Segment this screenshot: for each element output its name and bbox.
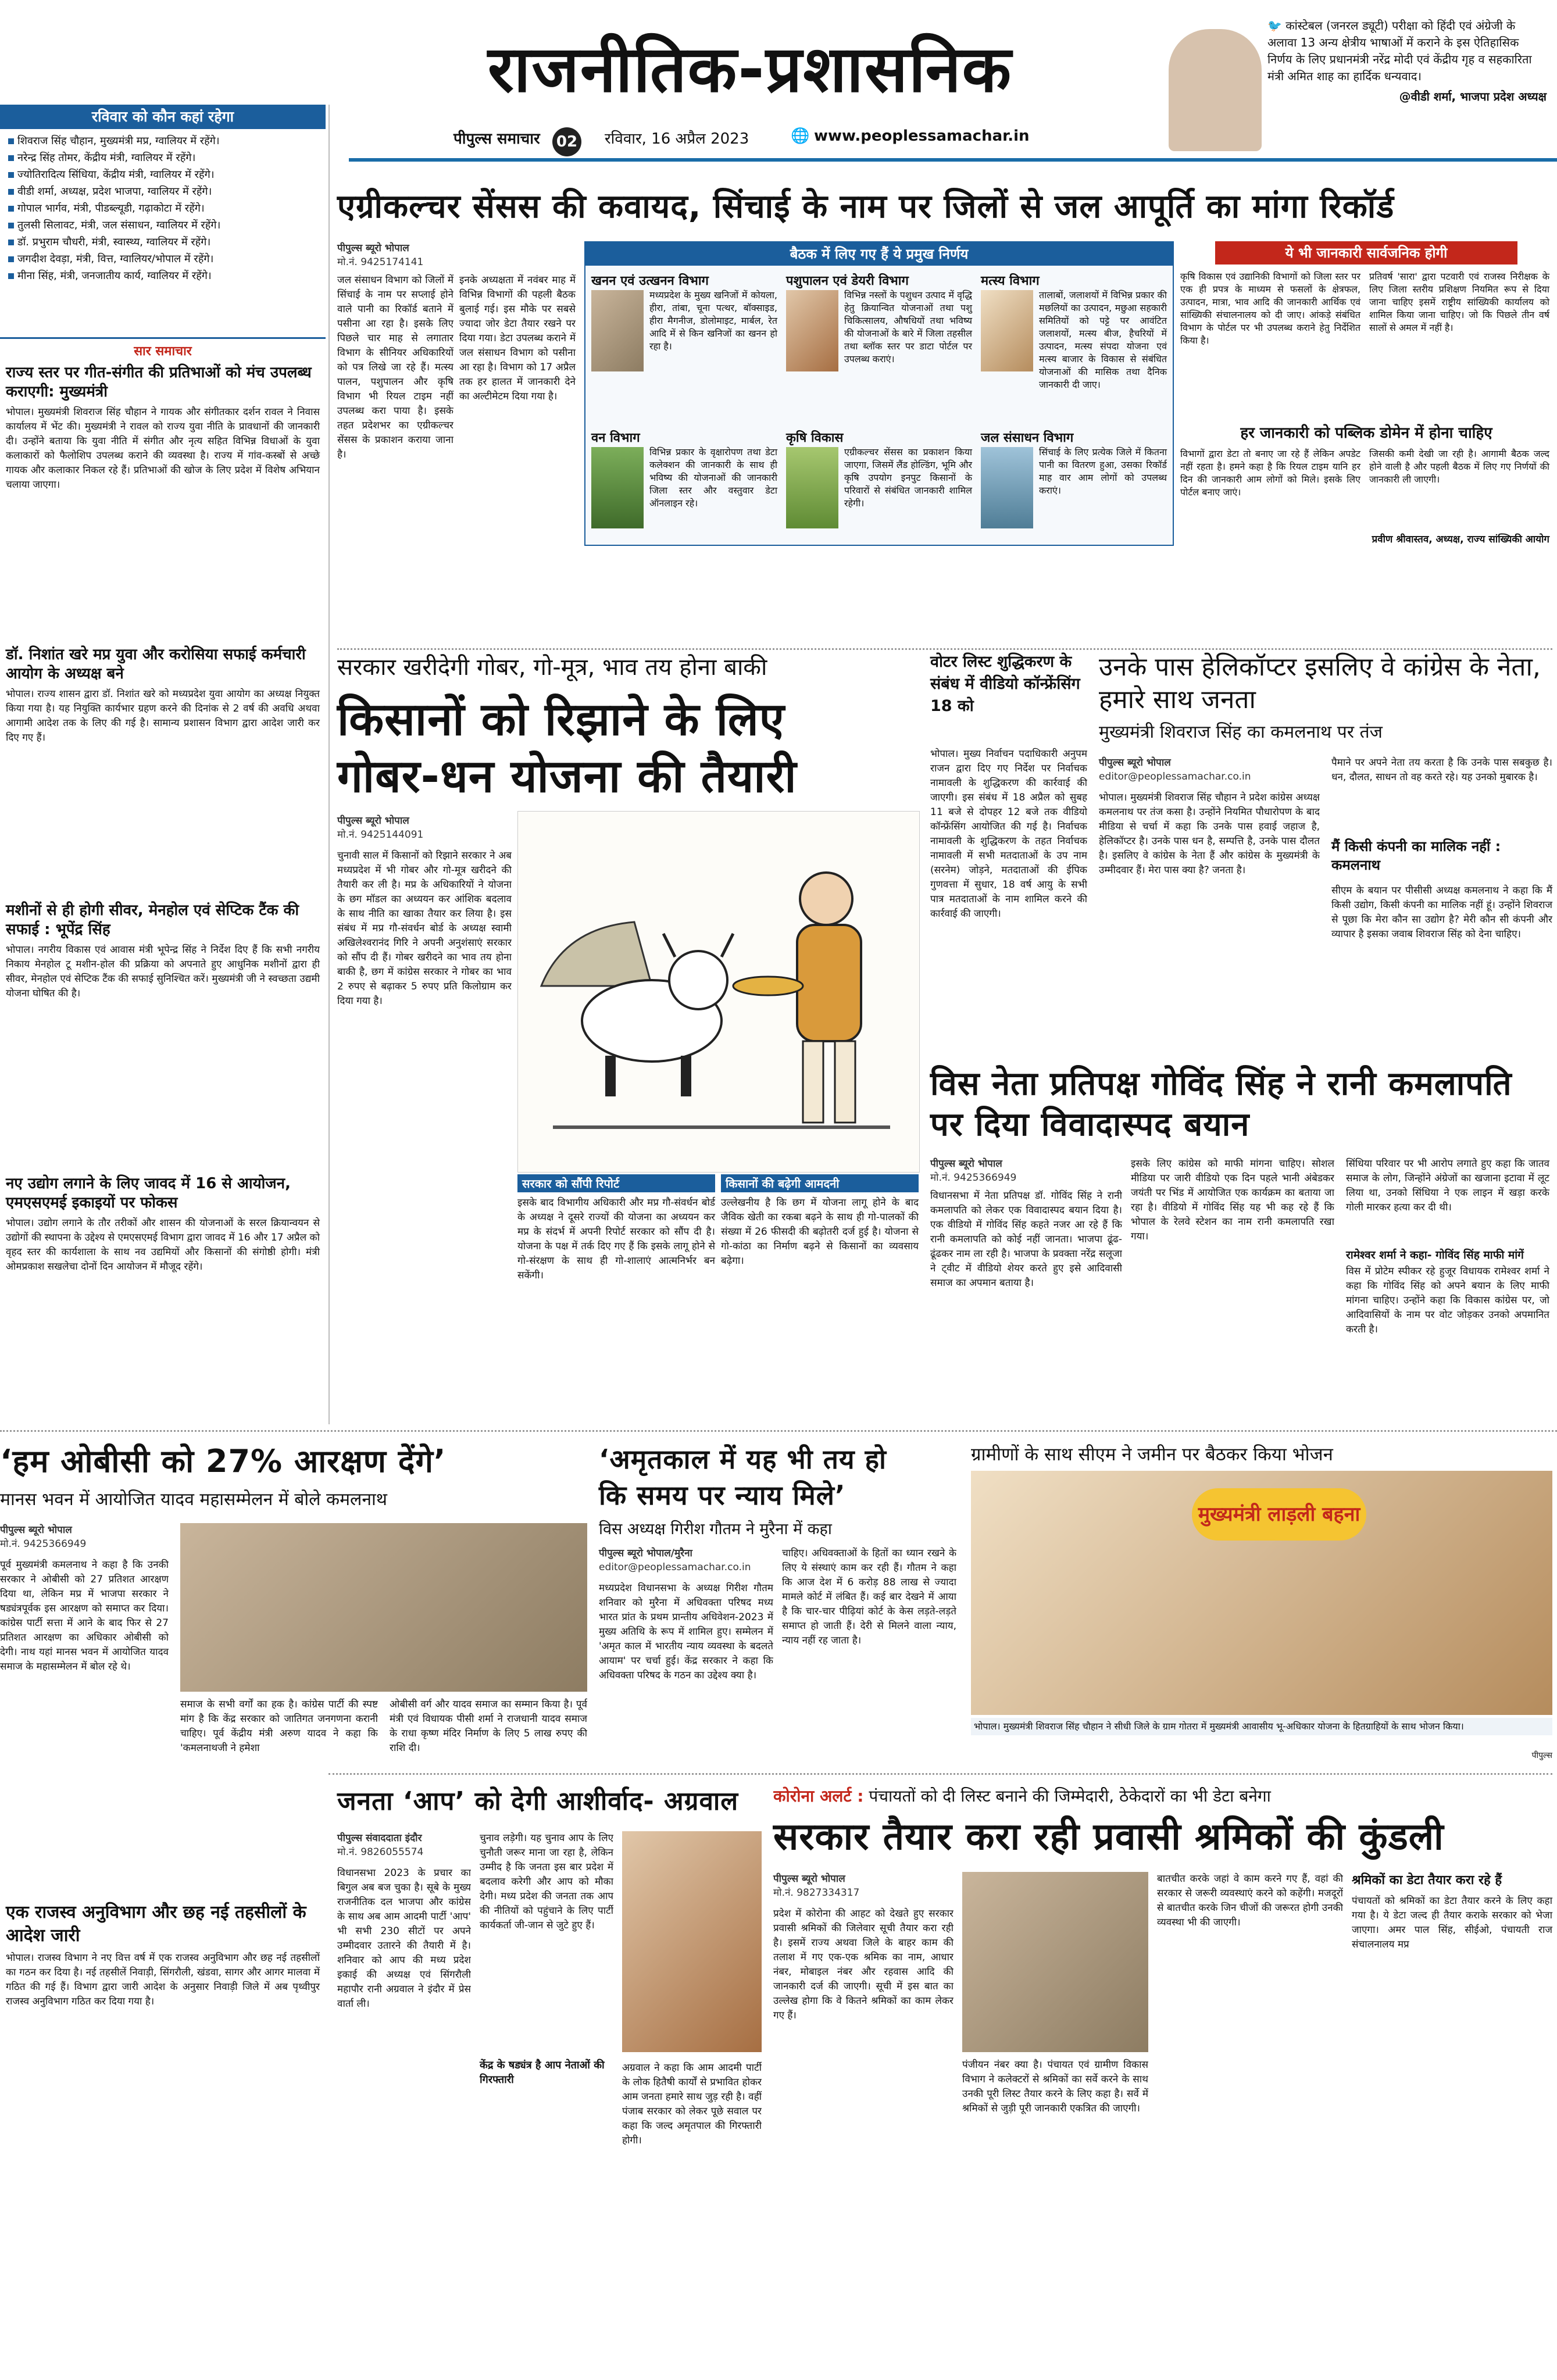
page-number: 02 bbox=[552, 127, 581, 156]
irrigation-photo bbox=[981, 447, 1033, 528]
story-body: भोपाल। राजस्व विभाग ने नए वित्त वर्ष में एक राजस्व अनुविभाग और छह नई तहसीलों का गठन कर दिया है। नई तहसीलें निवाड़ी, सिंगरौली, खंडवा, सागर और आगर मालवा में गठित की गई हैं। विभाग द्वारा जारी आदेश के अनुसार निवाड़ी जिले में अब पृथ्वीपुर राजस्व अनुविभाग गठित कर दिया गया है। bbox=[6, 1952, 320, 2007]
public-info-title: ये भी जानकारी सार्वजनिक होगी bbox=[1215, 241, 1517, 265]
promo-text: 🐦 कांस्टेबल (जनरल ड्यूटी) परीक्षा को हिंदी एवं अंग्रेजी के अलावा 13 अन्य क्षेत्रीय भाषाओं में कराने के इस ऐतिहासिक निर्णय के लिए प्रधानमंत्री नरेंद्र मोदी एवं केंद्रीय गृह व सहकारिता मंत्री अमित शाह का हार्दिक धन्यवाद। @वीडी शर्मा, भाजपा प्रदेश अध्यक्ष bbox=[1267, 17, 1547, 105]
govind-subhead: रामेश्वर शर्मा ने कहा- गोविंद सिंह माफी मांगें bbox=[1346, 1249, 1524, 1262]
list-item: जगदीश देवड़ा, मंत्री, वित्त, ग्वालियर/भोपाल में रहेंगे। bbox=[8, 251, 322, 267]
villagers-photo bbox=[971, 1471, 1552, 1715]
site-link[interactable]: www.peoplessamachar.in bbox=[814, 127, 1030, 145]
aap-headline: जनता ‘आप’ को देगी आशीर्वाद- अग्रवाल bbox=[337, 1786, 739, 1816]
section-rule bbox=[328, 1773, 1552, 1775]
scheme-banner: मुख्यमंत्री लाड़ली बहना bbox=[1192, 1488, 1366, 1541]
gobar-byline: पीपुल्स ब्यूरो भोपाल मो.नं. 9425144091 bbox=[337, 815, 424, 841]
aap-leader-photo bbox=[622, 1831, 762, 2052]
kamalnath-headline: उनके पास हेलिकॉप्टर इसलिए वे कांग्रेस के नेता, हमारे साथ जनता bbox=[1099, 652, 1541, 714]
income-box: किसानों की बढ़ेगी आमदनी उल्लेखनीय है कि छग में योजना लागू होने के बाद जैविक खेती का रकबा बढ़ने के साथ ही गो-पालकों की संख्या में 26 फीसदी की बढ़ोतरी दर्ज हुई है। योजना से गो-कांठा का निर्माण बढ़ने से किसानों का व्यवसाय बढ़ेगा। bbox=[721, 1174, 919, 1268]
aap-story bbox=[337, 1785, 762, 2372]
kamalnath-body: भोपाल। मुख्यमंत्री शिवराज सिंह चौहान ने प्रदेश कांग्रेस अध्यक्ष कमलनाथ पर तंज कसा है। उन्होंने नियमित पौधारोपण के बाद मीडिया से चर्चा में कहा कि उनके पास हवाई जहाज है, हेलिकॉप्टर है। उनके पास धन है, सम्पत्ति है, उनके पास दौलत है। इसलिए वे कांग्रेस के नेता हैं और कांग्रेस के मुख्यमंत्री के उम्मीदवार हैं। मेरा पास क्या है? जनता है। bbox=[1099, 792, 1320, 876]
public-info-item: प्रतिवर्ष 'सारा' द्वारा पटवारी एवं राजस्व निरीक्षक के लिए जिला स्तरीय प्रशिक्षण नियमित रूप से दिया जाना चाहिए इसमें राष्ट्रीय सांख्यिकी कार्यालय को शामिल किया जाना चाहिए। जो कि पिछले तीन वर्ष सालों से अमल में नहीं है। bbox=[1369, 271, 1549, 333]
corona-kicker: कोरोना अलर्ट : पंचायतों को दी लिस्ट बनाने की जिम्मेदारी, ठेकेदारों का भी डेटा बनेगा bbox=[773, 1786, 1271, 1806]
column-rule bbox=[328, 105, 330, 1424]
corona-byline: पीपुल्स ब्यूरो भोपाल मो.नं. 9827334317 bbox=[773, 1873, 860, 1899]
masthead-bar bbox=[372, 119, 1145, 152]
brief-story bbox=[6, 1174, 320, 1274]
gobar-headline-2: गोबर-धन योजना की तैयारी bbox=[337, 751, 797, 803]
public-domain-text: जिसकी कमी देखी जा रही है। आगामी बैठक जल्द होने वाली है और पहली बैठक में लिए गए निर्णयों की जानकारी ली जाएगी। bbox=[1369, 448, 1549, 485]
list-item: नरेन्द्र सिंह तोमर, केंद्रीय मंत्री, ग्वालियर में रहेंगे। bbox=[8, 149, 322, 166]
gobar-headline-1: किसानों को रिझाने के लिए bbox=[337, 694, 785, 746]
lead-body-col2: इनके अध्यक्षता में नवंबर माह में विभिन्न विभागों की पहली बैठक बुलाई गई। इस मौके पर सबसे ज्यादा जोर डेटा तैयार रखने पर दिया गया। डेटा उपलब्ध कराने में जल संसाधन विभाग को पसीना आ रहा है। विभाग को 17 अप्रैल तक हर हालत में जानकारी देने का अल्टीमेटम दिया गया है। bbox=[459, 274, 576, 402]
govind-byline: पीपुल्स ब्यूरो भोपाल मो.नं. 9425366949 bbox=[930, 1158, 1017, 1184]
kamalnath-body2: पैमाने पर अपने नेता तय करता है कि उनके पास सबकुछ है। धन, दौलत, साधन तो वह करते रहे। यह उनको मुबारक है। bbox=[1331, 757, 1552, 783]
promo-box bbox=[1157, 17, 1552, 174]
obc-headline: ‘हम ओबीसी को 27% आरक्षण देंगे’ bbox=[0, 1443, 447, 1480]
lead-headline: एग्रीकल्चर सेंसस की कवायद, सिंचाई के नाम पर जिलों से जल आपूर्ति का मांगा रिकॉर्ड bbox=[337, 188, 1395, 226]
section-rule bbox=[0, 1430, 1557, 1432]
govind-body4: विस में प्रोटेम स्पीकर रहे हुजूर विधायक रामेश्वर शर्मा ने कहा कि गोविंद सिंह को अपने बयान के लिए माफी मांगना चाहिए। उन्होंने कहा कि विकास कांग्रेस पर, जो आदिवासियों के नाम पर वोट जोड़कर उनको अपमानित करती है। bbox=[1346, 1266, 1549, 1335]
list-item: शिवराज सिंह चौहान, मुख्यमंत्री मप्र, ग्वालियर में रहेंगे। bbox=[8, 133, 322, 149]
obc-photo bbox=[180, 1523, 587, 1692]
story-title: राज्य स्तर पर गीत-संगीत की प्रतिभाओं को मंच उपलब्ध कराएगी: मुख्यमंत्री bbox=[6, 364, 312, 401]
fisheries-photo bbox=[981, 290, 1033, 371]
villagers-headline: ग्रामीणों के साथ सीएम ने जमीन पर बैठकर किया भोजन bbox=[971, 1444, 1333, 1465]
farm-photo bbox=[786, 447, 838, 528]
decision-item: वन विभाग विभिन्न प्रकार के वृक्षारोपण तथा डेटा कलेक्शन की जानकारी के साथ ही भविष्य की योजनाओं की जानकारी जिला स्तर और वस्तुवार डेटा ऑनलाइन रहे। bbox=[591, 428, 777, 510]
mining-photo bbox=[591, 290, 644, 371]
story-body: भोपाल। उद्योग लगाने के तौर तरीकों और शासन की योजनाओं के सरल क्रियान्वयन से उद्योगों की स्थापना के उद्देश्य से एमएसएमई विभाग द्वारा जावद में 16 और 17 अप्रैल को वृहद स्तर की कार्यशाला के साथ नव उद्यमियों और किसानों की संगोष्ठी होगी। मंत्री ओमप्रकाश सखलेचा दोनों दिन आयोजन में मौजूद रहेंगे। bbox=[6, 1217, 320, 1273]
list-item: ज्योतिरादित्य सिंधिया, केंद्रीय मंत्री, ग्वालियर में रहेंगे। bbox=[8, 166, 322, 183]
govind-body2: इसके लिए कांग्रेस को माफी मांगना चाहिए। सोशल मीडिया पर जारी वीडियो एक दिन पहले भानी अंबेडकर जयंती पर भिंड में आयोजित एक कार्यक्रम का बताया जा रहा है। वीडियो में गोविंद सिंह यह भी कह रहे हैं कि भोपाल के रेलवे स्टेशन का नाम रानी कमलापति रखा गया। bbox=[1131, 1158, 1334, 1242]
cartoon-illustration bbox=[517, 811, 920, 1173]
decision-item: खनन एवं उत्खनन विभाग मध्यप्रदेश के मुख्य खनिजों में कोयला, हीरा, तांबा, चूना पत्थर, बॉक्साइड, हीरा मैगनीज, डोलोमाइट, मार्बल, रेत आदि में से किन खनिजों का खनन हो रहा है। bbox=[591, 271, 777, 353]
schedule-list bbox=[8, 133, 322, 284]
amrit-story bbox=[599, 1442, 959, 1767]
lead-body-col1: जल संसाधन विभाग को जिलों में सिंचाई के नाम पर सप्लाई होने वाले पानी का रिकॉर्ड बताने में पसीना आ रहा है। इसके लिए पिछले चार माह से लगातार विभाग के सीनियर अधिकारियों को पत्र लिखे जा रहे हैं। मत्स्य पालन, पशुपालन और कृषि विभाग भी रियल टाइम नहीं उपलब्ध करा पाया है। इसके तहत प्रदेशभर का एग्रीकल्चर सेंसस के प्रकाशन कराया जाना है। bbox=[337, 274, 453, 460]
voter-headline: वोटर लिस्ट शुद्धिकरण के संबंध में वीडियो कॉन्फ्रेंसिंग 18 को bbox=[930, 653, 1080, 715]
corona-body3: बातचीत करके जहां वे काम करने गए हैं, वहां की सरकार से जरूरी व्यवस्थाएं करने को कहेंगी। मजदूरों से बातचीत करके जिन चीजों की जरूरत होगी उनकी व्यवस्था भी की जाएगी। bbox=[1157, 1873, 1343, 1928]
amrit-headline-1: ‘अमृतकाल में यह भी तय हो bbox=[599, 1443, 887, 1475]
kamalnath-subhead2: मैं किसी कंपनी का मालिक नहीं : कमलनाथ bbox=[1331, 838, 1501, 873]
obc-subhead: मानस भवन में आयोजित यादव महासम्मेलन में बोले कमलनाथ bbox=[0, 1489, 387, 1510]
paper-name: पीपुल्स समाचार bbox=[453, 130, 540, 148]
decision-item: जल संसाधन विभाग सिंचाई के लिए प्रत्येक जिले में कितना पानी का वितरण हुआ, उसका रिकॉर्ड माह वार आम लोगों को उपलब्ध कराएं। bbox=[981, 428, 1167, 497]
gobar-kicker: सरकार खरीदेगी गोबर, गो-मूत्र, भाव तय होना बाकी bbox=[337, 654, 767, 681]
villagers-photo-story bbox=[971, 1442, 1552, 1767]
portrait-photo bbox=[1169, 29, 1262, 151]
brief-story bbox=[6, 363, 320, 492]
story-body: भोपाल। मुख्यमंत्री शिवराज सिंह चौहान ने गायक और संगीतकार दर्शन रावल ने निवास कार्यालय में भेंट की। मुख्यमंत्री ने रावल को राज्य युवा नीति के प्रावधानों की जानकारी दी। उन्होंने बताया कि युवा नीति में संगीत और नृत्य सहित विभिन्न विधाओं के युवा कलाकारों को फैलोशिप उपलब्ध कराने की व्यवस्था है। राज्य में गांव-कस्बों से अच्छे गायक और कलाकार निकल रहे हैं। प्रतिभाओं की खोज के लिए प्रदेश में विशेष अभियान चलाया जाएगा। bbox=[6, 406, 320, 491]
corona-sidebox: श्रमिकों का डेटा तैयार करा रहे हैं पंचायतों को श्रमिकों का डेटा तैयार करने के लिए कहा गया है। ये डेटा जल्द ही तैयार कराके सरकार को भेजा जाएगा। अमर पाल सिंह, सीईओ, पंचायती राज संचालनालय मप्र bbox=[1352, 1873, 1552, 1950]
photo-caption: भोपाल। मुख्यमंत्री शिवराज सिंह चौहान ने सीधी जिले के ग्राम गोतरा में मुख्यमंत्री आवासीय भू-अधिकार योजना के हितग्राहियों के साथ भोजन किया। bbox=[971, 1718, 1552, 1735]
obc-body: पूर्व मुख्यमंत्री कमलनाथ ने कहा है कि उनकी सरकार ने ओबीसी को 27 प्रतिशत आरक्षण दिया था, लेकिन मप्र में भाजपा सरकार ने षड्यंत्रपूर्वक इस आरक्षण को समाप्त कर दिया। कांग्रेस पार्टी सत्ता में आने के बाद फिर से 27 प्रतिशत आरक्षण का अधिकार ओबीसी को देगी। नाथ यहां मानस भवन में आयोजित यादव समाज के महासम्मेलन में बोल रहे थे। bbox=[0, 1559, 169, 1673]
corona-headline: सरकार तैयार करा रही प्रवासी श्रमिकों की कुंडली bbox=[773, 1816, 1444, 1859]
forest-photo bbox=[591, 447, 644, 528]
list-item: डॉ. प्रभुराम चौधरी, मंत्री, स्वास्थ्य, ग्वालियर में रहेंगे। bbox=[8, 234, 322, 251]
twitter-icon: 🐦 bbox=[1267, 19, 1282, 33]
obc-story bbox=[0, 1442, 587, 1767]
govind-story bbox=[930, 1064, 1552, 1424]
kamalnath-byline: पीपुल्स ब्यूरो भोपाल editor@peoplessamachar.co.in bbox=[1099, 757, 1251, 782]
brief-story bbox=[6, 645, 320, 745]
kamalnath-subhead: मुख्यमंत्री शिवराज सिंह का कमलनाथ पर तंज bbox=[1099, 722, 1383, 742]
report-box: सरकार को सौंपी रिपोर्ट इसके बाद विभागीय अधिकारी और मप्र गौ-संवर्धन बोर्ड के अध्यक्ष ने दूसरे राज्यों की योजना का अध्ययन कर मप्र के संदर्भ में अपनी रिपोर्ट सरकार को सौंप दी है। योजना के पक्ष में तर्क दिए गए हैं कि इसके लागू होने से गो-संरक्षण के साथ ही गो-शालाएं आत्मनिर्भर बन सकेंगी। bbox=[517, 1174, 715, 1283]
sidebar bbox=[0, 105, 326, 2372]
amrit-headline-2: कि समय पर न्याय मिले’ bbox=[599, 1480, 846, 1511]
govind-headline: विस नेता प्रतिपक्ष गोविंद सिंह ने रानी कमलापति पर दिया विवादास्पद बयान bbox=[930, 1065, 1512, 1143]
amrit-body2: चाहिए। अधिवक्ताओं के हितों का ध्यान रखने के लिए ये संस्थाएं काम कर रही हैं। गौतम ने कहा कि आज देश में 6 करोड़ 88 लाख से ज्यादा मामले कोर्ट में लंबित हैं। कई बार देखने में आया है कि चार-चार पीढ़ियां कोर्ट के केस लड़ते-लड़ते समाप्त हो जाती हैं। देरी से मिलने वाला न्याय, न्याय नहीं रह जाता है। bbox=[782, 1548, 956, 1646]
promo-signature: @वीडी शर्मा, भाजपा प्रदेश अध्यक्ष bbox=[1399, 90, 1547, 103]
decisions-box bbox=[584, 241, 1174, 546]
kamalnath-body3: सीएम के बयान पर पीसीसी अध्यक्ष कमलनाथ ने कहा कि मैं किसी उद्योग, किसी कंपनी का मालिक नहीं हूं। उन्होंने शिवराज से पूछा कि मेरा कौन सा उद्योग है? मेरी कौन सी कंपनी और व्यापार है इसका जवाब शिवराज सिंह को देना चाहिए। bbox=[1331, 885, 1552, 940]
amrit-subhead: विस अध्यक्ष गिरीश गौतम ने मुरैना में कहा bbox=[599, 1520, 832, 1538]
page-title: राजनीतिक-प्रशासनिक bbox=[487, 32, 1013, 106]
story-title: डॉ. निशांत खरे मप्र युवा और करोसिया सफाई कर्मचारी आयोग के अध्यक्ष बने bbox=[6, 646, 306, 682]
voter-body: भोपाल। मुख्य निर्वाचन पदाधिकारी अनुपम राजन द्वारा दिए गए निर्देश पर निर्वाचक नामावली के शुद्धिकरण की कार्रवाई की जाएगी। इस संबंध में 18 अप्रैल को सुबह 11 बजे से दोपहर 12 बजे तक वीडियो कॉन्फ्रेंसिंग आयोजित की गई है। निर्वाचक नामावली के शुद्धिकरण के तहत निर्वाचक नामावली में सभी मतदाताओं के उप नाम (सरनेम) जोड़ने, मतदाताओं की ईपिक गुणवत्ता में सुधार, 18 वर्ष आयु के सभी पात्र मतदाताओं के नाम शामिल करने की कार्रवाई की जाएगी। bbox=[930, 748, 1087, 920]
list-item: गोपाल भार्गव, मंत्री, पीडब्ल्यूडी, गढ़ाकोटा में रहेंगे। bbox=[8, 200, 322, 217]
public-info-item: कृषि विकास एवं उद्यानिकी विभागों को जिला स्तर पर एक ही प्रपत्र के माध्यम से फसलों के क्षेत्रफल, उत्पादन, मात्रा, भाव आदि की जानकारी आर्थिक एवं सांख्यिकी संचालनालय को दी जाए। आंकड़े संबंधित विभाग के पोर्टल पर भी उपलब्ध कराने हेतु निर्देशित किया है। bbox=[1180, 271, 1360, 346]
news-heading: सार समाचार bbox=[134, 344, 192, 359]
obc-byline: पीपुल्स ब्यूरो भोपाल मो.नं. 9425366949 bbox=[0, 1524, 87, 1550]
aap-body: विधानसभा 2023 के प्रचार का बिगुल अब बज चुका है। सूबे के मुख्य राजनीतिक दल भाजपा और कांग्रेस के साथ अब आम आदमी पार्टी 'आप' भी सभी 230 सीटों पर अपने उम्मीदवार उतारने की तैयारी में है। शनिवार को आप की मध्य प्रदेश इकाई की अध्यक्ष एवं सिंगरौली महापौर रानी अग्रवाल ने इंदौर में प्रेस वार्ता ली। bbox=[337, 1867, 471, 2010]
header-rule bbox=[349, 158, 1557, 162]
decision-item: कृषि विकास एग्रीकल्चर सेंसस का प्रकाशन किया जाएगा, जिसमें लैंड होल्डिंग, भूमि और कृषि उपयोग इनपुट किसानों के परिवारों से संबंधित जानकारी शामिल रहेगी। bbox=[786, 428, 972, 510]
govind-body3: सिंधिया परिवार पर भी आरोप लगाते हुए कहा कि जातव समाज के लोग, जिन्होंने अंग्रेजों का खजाना इटावा में लूट लिया था, उनको सिंधिया ने एक लाइन में खड़ा करके गोली मारकर हत्या कर दी थी। bbox=[1346, 1158, 1549, 1213]
aap-body2: चुनाव लड़ेगी। यह चुनाव आप के लिए चुनौती जरूर माना जा रहा है, लेकिन उम्मीद है कि जनता इस बार प्रदेश में बदलाव करेगी और आप को मौका देगी। मध्य प्रदेश की जनता तक आप की नीतियों को पहुंचाने के लिए पार्टी कार्यकर्ता जी-जान से जुटे हुए हैं। bbox=[480, 1832, 613, 1931]
issue-date: रविवार, 16 अप्रैल 2023 bbox=[605, 130, 749, 148]
gobar-body: चुनावी साल में किसानों को रिझाने सरकार ने अब मध्यप्रदेश में भी गोबर और गो-मूत्र खरीदने की तैयारी कर ली है। मप्र के अधिकारियों ने योजना के छग मॉडल का अध्ययन कर आंशिक बदलाव के साथ नीति का खाका तैयार कर लिया है। इस संबंध में मप्र गौ-संवर्धन बोर्ड के अध्यक्ष स्वामी अखिलेश्वरानंद गिरि ने अपनी अनुशंसाएं सरकार को सौंप दी हैं। गोबर खरीदने का भाव तय होना बाकी है, छग में कांग्रेस सरकार ने गोबर का भाव 2 रुपए से बढ़ाकर 5 रुपए प्रति किलोग्राम कर दिया गया है। bbox=[337, 850, 512, 1007]
public-info-box bbox=[1180, 241, 1552, 619]
story-title: मशीनों से ही होगी सीवर, मेनहोल एवं सेप्टिक टैंक की सफाई : भूपेंद्र सिंह bbox=[6, 902, 299, 938]
story-body: भोपाल। राज्य शासन द्वारा डॉ. निशांत खरे को मध्यप्रदेश युवा आयोग का अध्यक्ष नियुक्त किया गया है। यह नियुक्ति कार्यभार ग्रहण करने की दिनांक से 2 वर्ष की अवधि अथवा आगामी आदेश तक के लिए की गई है। सामान्य प्रशासन विभाग द्वारा आदेश जारी कर दिए गए हैं। bbox=[6, 688, 320, 744]
list-item: मीना सिंह, मंत्री, जनजातीय कार्य, ग्वालियर में रहेंगे। bbox=[8, 267, 322, 284]
amrit-byline: पीपुल्स ब्यूरो भोपाल/मुरैना editor@peoplessamachar.co.in bbox=[599, 1548, 751, 1573]
corona-body2: पंजीयन नंबर क्या है। पंचायत एवं ग्रामीण विकास विभाग ने कलेक्टरों से श्रमिकों का सर्वे करने के साथ उनकी पूरी लिस्ट तैयार करने के लिए कहा है। सर्वे में श्रमिकों से जुड़ी पूरी जानकारी एकत्रित की जाएगी। bbox=[962, 2059, 1148, 2114]
dairy-photo bbox=[786, 290, 838, 371]
obc-body2: समाज के सभी वर्गों का हक है। कांग्रेस पार्टी की स्पष्ट मांग है कि केंद्र सरकार को जातिगत जनगणना करानी चाहिए। पूर्व केंद्रीय मंत्री अरुण यादव ने कहा कि 'कमलनाथजी ने हमेशा bbox=[180, 1699, 378, 1754]
photo-credit: पीपुल्स bbox=[1531, 1751, 1552, 1760]
globe-icon: 🌐 bbox=[791, 127, 810, 145]
voter-story bbox=[930, 651, 1087, 1058]
corona-body: प्रदेश में कोरोना की आहट को देखते हुए सरकार प्रवासी श्रमिकों की जिलेवार सूची तैयार करा रही है। इसमें राज्य अथवा जिले के बाहर काम की तलाश में गए एक-एक श्रमिक का नाम, आधार नंबर, मोबाइल नंबर और रहवास आदि की जानकारी दर्ज की जाएगी। सूची में इस बात का उल्लेख होगा कि वे कितने श्रमिकों का काम लेकर गए हैं। bbox=[773, 1908, 954, 2021]
public-domain-text: विभागों द्वारा डेटा तो बनाए जा रहे हैं लेकिन अपडेट नहीं रहता है। हमने कहा है कि रियल टाइम यानि हर दिन की जानकारी आम लोगों को मिले। इसके लिए पोर्टल बनाए जाएं। bbox=[1180, 448, 1360, 498]
story-title: एक राजस्व अनुविभाग और छह नई तहसीलों के आदेश जारी bbox=[6, 1902, 306, 1946]
aap-byline: पीपुल्स संवाददाता इंदौर मो.नं. 9826055574 bbox=[337, 1832, 424, 1858]
public-domain-heading: हर जानकारी को पब्लिक डोमेन में होना चाहिए bbox=[1240, 424, 1492, 442]
corona-story bbox=[773, 1785, 1552, 2372]
aap-body3: अग्रवाल ने कहा कि आम आदमी पार्टी के लोक हितैषी कार्यों से प्रभावित होकर आम जनता हमारे साथ जुड़ रही है। वहीं पंजाब सरकार को लेकर पूछे सवाल पर कहा कि जल्द अमृतपाल की गिरफ्तारी होगी। bbox=[622, 2062, 762, 2146]
section-rule bbox=[337, 648, 1552, 650]
list-item: वीडी शर्मा, अध्यक्ष, प्रदेश भाजपा, ग्वालियर में रहेंगे। bbox=[8, 183, 322, 200]
decisions-title: बैठक में लिए गए हैं ये प्रमुख निर्णय bbox=[585, 242, 1173, 266]
divider bbox=[0, 337, 326, 339]
decision-item: पशुपालन एवं डेयरी विभाग विभिन्न नस्लों के पशुधन उत्पाद में वृद्धि हेतु क्रियान्वित योजनाओं तथा पशु चिकित्सालय, औषधियों तथा भविष्य की योजनाओं के बारे में जिला तहसील तथा ब्लॉक स्तर पर डाटा पोर्टल पर उपलब्ध कराएं। bbox=[786, 271, 972, 366]
kamalnath-story bbox=[1099, 651, 1552, 1058]
corona-office-photo bbox=[962, 1872, 1148, 2052]
story-body: भोपाल। नगरीय विकास एवं आवास मंत्री भूपेन्द्र सिंह ने निर्देश दिए हैं कि सभी नगरीय निकाय मेनहोल टू मशीन-होल की प्रक्रिया को अपनाते हुए आधुनिक मशीनों द्वारा ही सीवर, मेनहोल एवं सेप्टिक टैंक की सफाई सुनिश्चित करें। मुख्यमंत्री जी ने स्वच्छता उद्यमी योजना घोषित की है। bbox=[6, 944, 320, 999]
amrit-body: मध्यप्रदेश विधानसभा के अध्यक्ष गिरीश गौतम शनिवार को मुरैना में अधिवक्ता परिषद मध्य भारत प्रांत के प्रथम प्रान्तीय अधिवेशन-2023 में मुख्य अतिथि के रूप में शामिल हुए। सम्मेलन में 'अमृत काल में भारतीय न्याय व्यवस्था के बदलते आयाम' पर चर्चा हुई। केंद्र सरकार ने कहा कि अधिवक्ता परिषद के गठन का उद्देश्य क्या है। bbox=[599, 1582, 773, 1681]
lead-story bbox=[337, 186, 1552, 639]
gobar-story bbox=[337, 651, 919, 1424]
decision-item: मत्स्य विभाग तालाबों, जलाशयों में विभिन्न प्रकार की मछलियों का उत्पादन, मछुआ सहकारी समितियों को पट्टे पर आवंटित जलाशयों, मत्स्य बीज, हैचरियों में उत्पादन, मत्स्य संपदा योजना एवं मत्स्य बाजार के विकास से संबंधित योजनाओं की मासिक तथा दैनिक जानकारी दी जाए। bbox=[981, 274, 1167, 390]
list-item: तुलसी सिलावट, मंत्री, जल संसाधन, ग्वालियर में रहेंगे। bbox=[8, 217, 322, 234]
sidebar-heading: रविवार को कौन कहां रहेगा bbox=[0, 105, 326, 129]
brief-story bbox=[6, 1901, 320, 2009]
story-title: नए उद्योग लगाने के लिए जावद में 16 से आयोजन, एमएसएमई इकाइयों पर फोकस bbox=[6, 1175, 291, 1212]
aap-subhead: केंद्र के षड्यंत्र है आप नेताओं की गिरफ्तारी bbox=[480, 2059, 605, 2086]
obc-body3: ओबीसी वर्ग और यादव समाज का सम्मान किया है। पूर्व मंत्री एवं विधायक पीसी शर्मा ने राजधानी यादव समाज के राधा कृष्ण मंदिर निर्माण के लिए 5 लाख रुपए की राशि दी। bbox=[390, 1699, 587, 1754]
brief-story bbox=[6, 901, 320, 1001]
quote-signature: प्रवीण श्रीवास्तव, अध्यक्ष, राज्य सांख्यिकी आयोग bbox=[1372, 534, 1549, 545]
lead-byline: पीपुल्स ब्यूरो भोपाल मो.नं. 9425174141 bbox=[337, 242, 424, 268]
govind-body: विधानसभा में नेता प्रतिपक्ष डॉ. गोविंद सिंह ने रानी कमलापति को लेकर एक विवादास्पद बयान दिया है। एक वीडियो में गोविंद सिंह कहते नजर आ रहे हैं कि रानी कमलापति को कोई नहीं जानता। भाजपा ढूंढ-ढूंढकर नाम ला रही है। भाजपा के प्रवक्ता नरेंद्र सलूजा ने ट्वीट में वीडियो शेयर करते हुए इसे आदिवासी समाज का अपमान बताया है। bbox=[930, 1190, 1122, 1289]
